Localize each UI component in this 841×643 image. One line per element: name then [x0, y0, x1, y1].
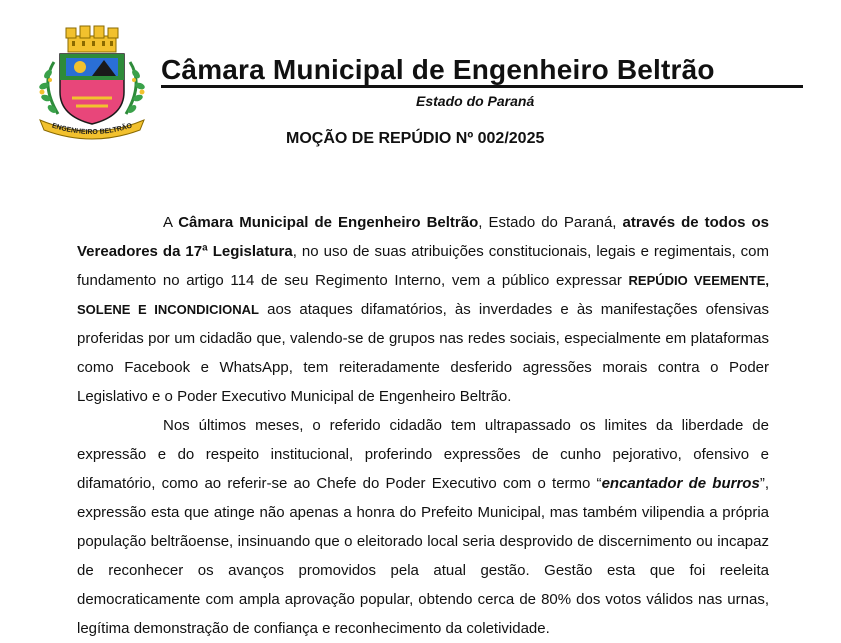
- document-body: [77, 208, 769, 643]
- p1-text-4: aos ataques difamatórios, às inverdades e às manifestações ofensivas proferidas por um cidadão que, valendo-se de grupos nas redes sociais, especialmente em plataformas como Facebook e WhatsApp, tem reiteradamente desferido agressões morais contra o Poder Legislativo e o Poder Executivo Municipal de Engenheiro Beltrão.: [77, 301, 769, 405]
- state-subtitle: Estado do Paraná: [416, 93, 535, 109]
- p1-text-3: , no uso de suas atribuições constitucionais, legais e regimentais, com fundamento no artigo 114 de seu Regimento Interno, vem a público expressar: [77, 243, 769, 289]
- p1-bold-vereadores: através de todos os Vereadores da 17ª Legislatura: [77, 214, 769, 260]
- p2-quoted-term: encantador de burros: [601, 475, 760, 492]
- crest-emblem-icon: [32, 22, 152, 140]
- municipal-crest-logo: [32, 22, 152, 140]
- paragraph-1: [77, 208, 769, 411]
- organization-name: Câmara Municipal de Engenheiro Beltrão: [161, 54, 715, 85]
- crest-ribbon-text: ENGENHEIRO BELTRÃO: [50, 122, 134, 137]
- document-title: MOÇÃO DE REPÚDIO Nº 002/2025: [286, 130, 545, 147]
- paragraph-2: [77, 411, 769, 643]
- p1-text-1: A: [163, 214, 179, 231]
- p2-text-1: Nos últimos meses, o referido cidadão tem ultrapassado os limites da liberdade de expressão e do respeito institucional, proferindo expressões de cunho pejorativo, ofensivo e difamatório, como ao referir-se ao Chefe do Poder Executivo com o termo “: [77, 417, 769, 492]
- p1-repudio-emphasis: REPÚDIO VEEMENTE, SOLENE E INCONDICIONAL: [77, 273, 769, 317]
- p1-bold-institution: Câmara Municipal de Engenheiro Beltrão: [178, 214, 479, 231]
- header-underline: [161, 85, 803, 88]
- p1-text-2: , Estado do Paraná,: [478, 214, 623, 231]
- p2-text-2: ”, expressão esta que atinge não apenas a honra do Prefeito Municipal, mas também vilipendia a própria população beltrãoense, insinuando que o eleitorado local seria desprovido de discernimento ou incapaz de reconhecer os avanços promovidos pela atual gestão. Gestão esta que foi reeleita democraticamente com ampla aprovação popular, obtendo cerca de 80% dos votos válidos nas urnas, legítima demonstração de confiança e reconhecimento da coletividade.: [77, 475, 769, 637]
